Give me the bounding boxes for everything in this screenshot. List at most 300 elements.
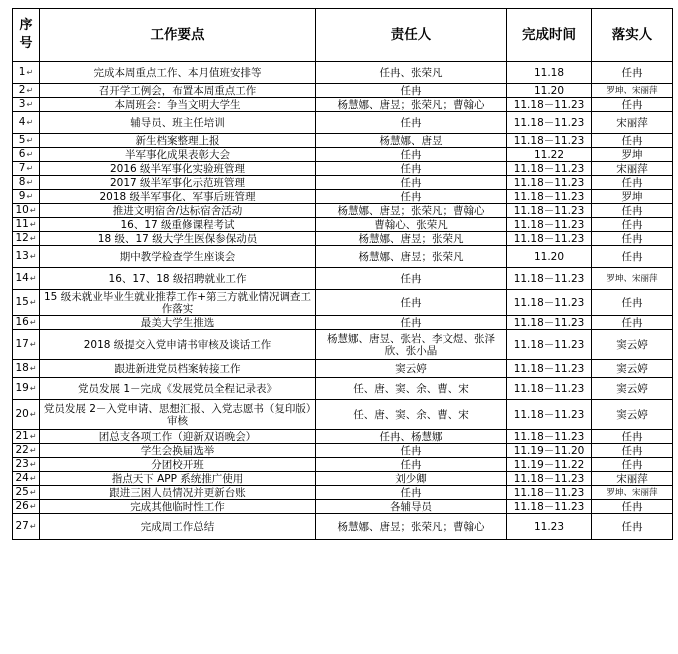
cell-no (13, 500, 40, 514)
cell-impl-text: 窦云婷 (616, 338, 648, 351)
cell-no-text: 9 (18, 190, 26, 202)
cell-no (13, 400, 40, 430)
cell-owner (316, 400, 507, 430)
cell-task (40, 360, 316, 378)
cell-impl-text: 罗坤 (621, 190, 643, 203)
cell-no (13, 486, 40, 500)
cell-owner (316, 500, 507, 514)
cell-owner (316, 190, 507, 204)
table-row (13, 458, 673, 472)
cell-no-text: 21 (15, 430, 29, 442)
paragraph-mark-icon: ↵ (26, 68, 34, 77)
cell-no (13, 98, 40, 112)
cell-task-text: 完成其他临时性工作 (130, 500, 225, 513)
cell-task-text: 跟进三困人员情况并更新台账 (109, 486, 246, 499)
cell-impl (592, 218, 673, 232)
cell-no (13, 458, 40, 472)
cell-impl (592, 378, 673, 400)
cell-owner-text: 任冉 (400, 190, 422, 203)
cell-owner-text: 任冉 (400, 176, 422, 189)
table-row (13, 204, 673, 218)
cell-task (40, 232, 316, 246)
cell-no (13, 176, 40, 190)
cell-owner-text: 任冉 (400, 458, 422, 471)
cell-time (507, 486, 592, 500)
cell-time-text: 11.18－11.23 (513, 218, 585, 231)
table-row (13, 430, 673, 444)
cell-no-text: 10 (15, 204, 29, 216)
cell-task-text: 指点天下 APP 系统推广使用 (111, 472, 244, 485)
cell-task (40, 62, 316, 84)
cell-no-text: 8 (18, 176, 26, 188)
cell-time-text: 11.23 (533, 520, 565, 533)
cell-task-text: 2018 级半军事化、军事后班管理 (99, 190, 256, 203)
cell-time (507, 232, 592, 246)
cell-time-text: 11.18－11.23 (513, 232, 585, 245)
paragraph-mark-icon: ↵ (29, 220, 37, 229)
cell-no (13, 514, 40, 540)
cell-impl-text: 任冉 (621, 98, 643, 111)
cell-task (40, 134, 316, 148)
cell-task (40, 190, 316, 204)
cell-owner (316, 62, 507, 84)
header-row (13, 9, 673, 62)
table-row (13, 246, 673, 268)
table-row (13, 472, 673, 486)
cell-no (13, 316, 40, 330)
header-impl: 落实人 (592, 9, 673, 62)
paragraph-mark-icon: ↵ (29, 446, 37, 455)
cell-task (40, 400, 316, 430)
cell-impl (592, 134, 673, 148)
cell-no-text: 23 (15, 458, 29, 470)
cell-impl (592, 190, 673, 204)
cell-impl (592, 84, 673, 98)
cell-owner (316, 458, 507, 472)
cell-time (507, 268, 592, 290)
cell-task (40, 472, 316, 486)
cell-task (40, 148, 316, 162)
table-row (13, 290, 673, 316)
cell-impl (592, 316, 673, 330)
cell-impl (592, 148, 673, 162)
cell-no (13, 62, 40, 84)
cell-time-text: 11.20 (533, 84, 565, 97)
cell-task (40, 514, 316, 540)
cell-impl (592, 330, 673, 360)
cell-time-text: 11.18－11.23 (513, 162, 585, 175)
cell-owner-text: 任冉 (400, 148, 422, 161)
cell-no-text: 24 (15, 472, 29, 484)
cell-task (40, 112, 316, 134)
table-row (13, 190, 673, 204)
table-row (13, 232, 673, 246)
cell-no-text: 20 (15, 408, 29, 420)
cell-impl (592, 444, 673, 458)
cell-impl-text: 窦云婷 (616, 362, 648, 375)
cell-impl-text: 任冉 (621, 218, 643, 231)
cell-impl (592, 514, 673, 540)
cell-no-text: 5 (18, 134, 26, 146)
cell-task (40, 330, 316, 360)
cell-time (507, 472, 592, 486)
cell-impl-text: 任冉 (621, 444, 643, 457)
cell-owner (316, 232, 507, 246)
cell-task-text: 半军事化成果表彰大会 (125, 148, 230, 161)
cell-owner-text: 任冉、杨慧娜 (379, 430, 443, 443)
cell-task-text: 本周班会：争当文明大学生 (114, 98, 241, 111)
cell-task-text: 完成本周重点工作、本月值班安排等 (93, 66, 262, 79)
cell-impl (592, 472, 673, 486)
cell-no (13, 472, 40, 486)
cell-owner-text: 任冉 (400, 272, 422, 285)
cell-time-text: 11.18－11.23 (513, 338, 585, 351)
table-row (13, 62, 673, 84)
cell-task (40, 378, 316, 400)
paragraph-mark-icon: ↵ (29, 522, 37, 531)
cell-impl-text: 任冉 (621, 232, 643, 245)
cell-time (507, 316, 592, 330)
paragraph-mark-icon: ↵ (26, 150, 34, 159)
cell-owner-text: 杨慧娜、唐昱；张荣凡 (358, 232, 464, 245)
cell-impl-text: 任冉 (621, 296, 643, 309)
cell-task (40, 162, 316, 176)
cell-impl-text: 任冉 (621, 500, 643, 513)
cell-no-text: 22 (15, 444, 29, 456)
cell-owner (316, 472, 507, 486)
cell-time (507, 62, 592, 84)
cell-time-text: 11.19－11.20 (513, 444, 585, 457)
cell-no (13, 190, 40, 204)
paragraph-mark-icon: ↵ (29, 318, 37, 327)
cell-owner (316, 246, 507, 268)
paragraph-mark-icon: ↵ (29, 364, 37, 373)
cell-no-text: 27 (15, 520, 29, 532)
cell-owner (316, 430, 507, 444)
cell-no-text: 17 (15, 338, 29, 350)
cell-impl-text: 宋丽萍 (616, 162, 648, 175)
cell-task-text: 期中教学检查学生座谈会 (119, 250, 236, 263)
cell-impl (592, 246, 673, 268)
cell-impl-text: 任冉 (621, 316, 643, 329)
cell-no (13, 112, 40, 134)
cell-impl (592, 458, 673, 472)
cell-time (507, 98, 592, 112)
cell-task-text: 16、17、18 级招聘就业工作 (108, 272, 247, 285)
table-row (13, 268, 673, 290)
cell-impl-text: 任冉 (621, 66, 643, 79)
cell-owner (316, 378, 507, 400)
cell-no (13, 246, 40, 268)
cell-time (507, 162, 592, 176)
table-row (13, 176, 673, 190)
cell-time (507, 360, 592, 378)
cell-owner (316, 330, 507, 360)
cell-time-text: 11.18－11.23 (513, 116, 585, 129)
cell-time (507, 190, 592, 204)
cell-time-text: 11.22 (533, 148, 565, 161)
cell-time-text: 11.18－11.23 (513, 272, 585, 285)
cell-time (507, 330, 592, 360)
header-task: 工作要点 (40, 9, 316, 62)
cell-time (507, 176, 592, 190)
cell-task (40, 290, 316, 316)
cell-impl-text: 罗坤、宋丽萍 (606, 488, 658, 498)
cell-owner-text: 杨慧娜、唐昱 (379, 134, 443, 147)
work-plan-table (12, 8, 673, 540)
cell-owner (316, 148, 507, 162)
cell-task (40, 84, 316, 98)
cell-time-text: 11.18－11.23 (513, 98, 585, 111)
table-row (13, 134, 673, 148)
cell-task (40, 486, 316, 500)
cell-time (507, 444, 592, 458)
table-row (13, 330, 673, 360)
table-row (13, 360, 673, 378)
cell-no-text: 15 (15, 296, 29, 308)
paragraph-mark-icon: ↵ (29, 432, 37, 441)
paragraph-mark-icon: ↵ (29, 502, 37, 511)
cell-owner (316, 514, 507, 540)
paragraph-mark-icon: ↵ (26, 136, 34, 145)
cell-impl-text: 任冉 (621, 520, 643, 533)
cell-time-text: 11.18－11.23 (513, 430, 585, 443)
table-row (13, 84, 673, 98)
cell-owner-text: 杨慧娜、唐昱；张荣凡；曹翰心 (337, 204, 485, 217)
cell-impl-text: 任冉 (621, 250, 643, 263)
cell-owner-text: 任冉 (400, 162, 422, 175)
cell-no-text: 25 (15, 486, 29, 498)
cell-time-text: 11.20 (533, 250, 565, 263)
cell-task-text: 2017 级半军事化示范班管理 (109, 176, 246, 189)
header-time: 完成时间 (507, 9, 592, 62)
cell-time-text: 11.18－11.23 (513, 134, 585, 147)
cell-impl (592, 486, 673, 500)
cell-impl-text: 窦云婷 (616, 382, 648, 395)
cell-no (13, 268, 40, 290)
cell-owner (316, 112, 507, 134)
paragraph-mark-icon: ↵ (29, 410, 37, 419)
cell-impl-text: 宋丽萍 (616, 472, 648, 485)
cell-time (507, 218, 592, 232)
cell-owner (316, 176, 507, 190)
cell-task (40, 500, 316, 514)
cell-no (13, 162, 40, 176)
cell-time (507, 400, 592, 430)
cell-time (507, 112, 592, 134)
cell-no-text: 14 (15, 272, 29, 284)
cell-impl (592, 400, 673, 430)
cell-time-text: 11.18－11.23 (513, 316, 585, 329)
cell-time-text: 11.18－11.23 (513, 382, 585, 395)
cell-task-text: 2018 级提交入党申请书审核及谈话工作 (83, 338, 272, 351)
cell-no-text: 11 (15, 218, 29, 230)
cell-task-text: 辅导员、班主任培训 (130, 116, 225, 129)
table-row (13, 162, 673, 176)
cell-task-text: 15 级未就业毕业生就业推荐工作+第三方就业情况调查工作落实 (44, 290, 311, 315)
cell-no (13, 134, 40, 148)
cell-time (507, 134, 592, 148)
cell-task (40, 430, 316, 444)
cell-task (40, 246, 316, 268)
cell-time (507, 430, 592, 444)
cell-task-text: 完成周工作总结 (140, 520, 215, 533)
cell-task (40, 176, 316, 190)
cell-no (13, 218, 40, 232)
cell-task (40, 218, 316, 232)
table-row (13, 500, 673, 514)
cell-time-text: 11.18－11.23 (513, 472, 585, 485)
table-row (13, 218, 673, 232)
cell-time-text: 11.18－11.23 (513, 408, 585, 421)
cell-impl-text: 任冉 (621, 458, 643, 471)
cell-no (13, 148, 40, 162)
cell-time-text: 11.18－11.23 (513, 362, 585, 375)
cell-task (40, 98, 316, 112)
cell-time-text: 11.18－11.23 (513, 204, 585, 217)
cell-owner-text: 杨慧娜、唐昱；张荣凡；曹翰心 (337, 520, 485, 533)
paragraph-mark-icon: ↵ (26, 86, 34, 95)
cell-no (13, 84, 40, 98)
cell-task-text: 学生会换届选举 (140, 444, 215, 457)
cell-task-text: 党员发展 1－完成《发展党员全程记录表》 (77, 382, 278, 395)
paragraph-mark-icon: ↵ (26, 164, 34, 173)
cell-task-text: 16、17 级重修课程考试 (120, 218, 235, 231)
cell-time (507, 290, 592, 316)
cell-owner-text: 任冉、张荣凡 (379, 66, 443, 79)
cell-task-text: 18 级、17 级大学生医保参保动员 (97, 232, 258, 245)
cell-time-text: 11.18－11.23 (513, 296, 585, 309)
cell-impl (592, 162, 673, 176)
cell-owner (316, 98, 507, 112)
cell-time-text: 11.18－11.23 (513, 176, 585, 189)
cell-owner (316, 134, 507, 148)
cell-task-text: 最美大学生推选 (140, 316, 215, 329)
cell-owner (316, 486, 507, 500)
paragraph-mark-icon: ↵ (29, 252, 37, 261)
cell-impl (592, 62, 673, 84)
cell-owner (316, 316, 507, 330)
cell-impl (592, 290, 673, 316)
table-row (13, 98, 673, 112)
cell-no (13, 330, 40, 360)
cell-impl (592, 112, 673, 134)
paragraph-mark-icon: ↵ (29, 274, 37, 283)
cell-task-text: 分团校开班 (151, 458, 204, 471)
paragraph-mark-icon: ↵ (29, 384, 37, 393)
cell-owner-text: 杨慧娜、唐昱；张荣凡 (358, 250, 464, 263)
cell-impl-text: 罗坤、宋丽萍 (606, 86, 658, 96)
cell-owner-text: 任冉 (400, 84, 422, 97)
paragraph-mark-icon: ↵ (26, 118, 34, 127)
cell-owner (316, 268, 507, 290)
cell-impl (592, 176, 673, 190)
cell-no (13, 204, 40, 218)
cell-owner-text: 任冉 (400, 316, 422, 329)
cell-owner-text: 杨慧娜、唐昱；张荣凡；曹翰心 (337, 98, 485, 111)
cell-time-text: 11.18 (533, 66, 565, 79)
cell-time (507, 500, 592, 514)
paragraph-mark-icon: ↵ (26, 100, 34, 109)
cell-owner (316, 444, 507, 458)
cell-task-text: 跟进新进党员档案转接工作 (114, 362, 241, 375)
cell-owner-text: 任冉 (400, 486, 422, 499)
cell-owner-text: 任冉 (400, 444, 422, 457)
paragraph-mark-icon: ↵ (29, 340, 37, 349)
paragraph-mark-icon: ↵ (29, 474, 37, 483)
cell-owner-text: 杨慧娜、唐昱、张岩、李文煜、张泽欣、张小晶 (327, 332, 495, 357)
cell-owner-text: 任冉 (400, 296, 422, 309)
paragraph-mark-icon: ↵ (29, 206, 37, 215)
cell-owner-text: 刘少卿 (395, 472, 427, 485)
cell-task-text: 党员发展 2－入党申请、思想汇报、入党志愿书（复印版）审核 (43, 402, 312, 427)
cell-task (40, 316, 316, 330)
cell-impl (592, 268, 673, 290)
cell-task (40, 268, 316, 290)
cell-owner (316, 84, 507, 98)
cell-time (507, 458, 592, 472)
cell-no (13, 360, 40, 378)
cell-impl-text: 任冉 (621, 204, 643, 217)
cell-task (40, 204, 316, 218)
cell-owner-text: 任、唐、窦、余、曹、宋 (353, 408, 469, 421)
cell-impl (592, 430, 673, 444)
paragraph-mark-icon: ↵ (29, 488, 37, 497)
paragraph-mark-icon: ↵ (26, 178, 34, 187)
cell-no (13, 430, 40, 444)
cell-no (13, 232, 40, 246)
cell-time (507, 378, 592, 400)
table-row (13, 444, 673, 458)
cell-owner-text: 窦云婷 (395, 362, 427, 375)
cell-impl-text: 任冉 (621, 430, 643, 443)
cell-impl (592, 204, 673, 218)
cell-owner-text: 任冉 (400, 116, 422, 129)
cell-impl-text: 窦云婷 (616, 408, 648, 421)
cell-time-text: 11.18－11.23 (513, 500, 585, 513)
cell-owner-text: 任、唐、窦、余、曹、宋 (353, 382, 469, 395)
cell-task-text: 2016 级半军事化实验班管理 (109, 162, 246, 175)
cell-owner (316, 204, 507, 218)
cell-no-text: 4 (18, 116, 26, 128)
cell-owner-text: 曹翰心、张荣凡 (374, 218, 448, 231)
cell-no-text: 7 (18, 162, 26, 174)
table-row (13, 378, 673, 400)
cell-time (507, 246, 592, 268)
cell-time-text: 11.18－11.23 (513, 190, 585, 203)
table-row (13, 148, 673, 162)
header-no: 序号 (13, 9, 40, 62)
cell-no-text: 26 (15, 500, 29, 512)
paragraph-mark-icon: ↵ (29, 234, 37, 243)
cell-impl (592, 500, 673, 514)
cell-owner (316, 360, 507, 378)
cell-no-text: 12 (15, 232, 29, 244)
table-row (13, 400, 673, 430)
cell-owner (316, 290, 507, 316)
cell-time (507, 514, 592, 540)
cell-impl-text: 任冉 (621, 176, 643, 189)
cell-no-text: 18 (15, 362, 29, 374)
cell-no-text: 6 (18, 148, 26, 160)
cell-no-text: 13 (15, 250, 29, 262)
table-row (13, 112, 673, 134)
cell-task-text: 推进文明宿舍/达标宿舍活动 (112, 204, 243, 217)
cell-no-text: 2 (18, 84, 26, 96)
cell-task-text: 召开学工例会，布置本周重点工作 (98, 84, 257, 97)
cell-task (40, 458, 316, 472)
header-owner: 责任人 (316, 9, 507, 62)
